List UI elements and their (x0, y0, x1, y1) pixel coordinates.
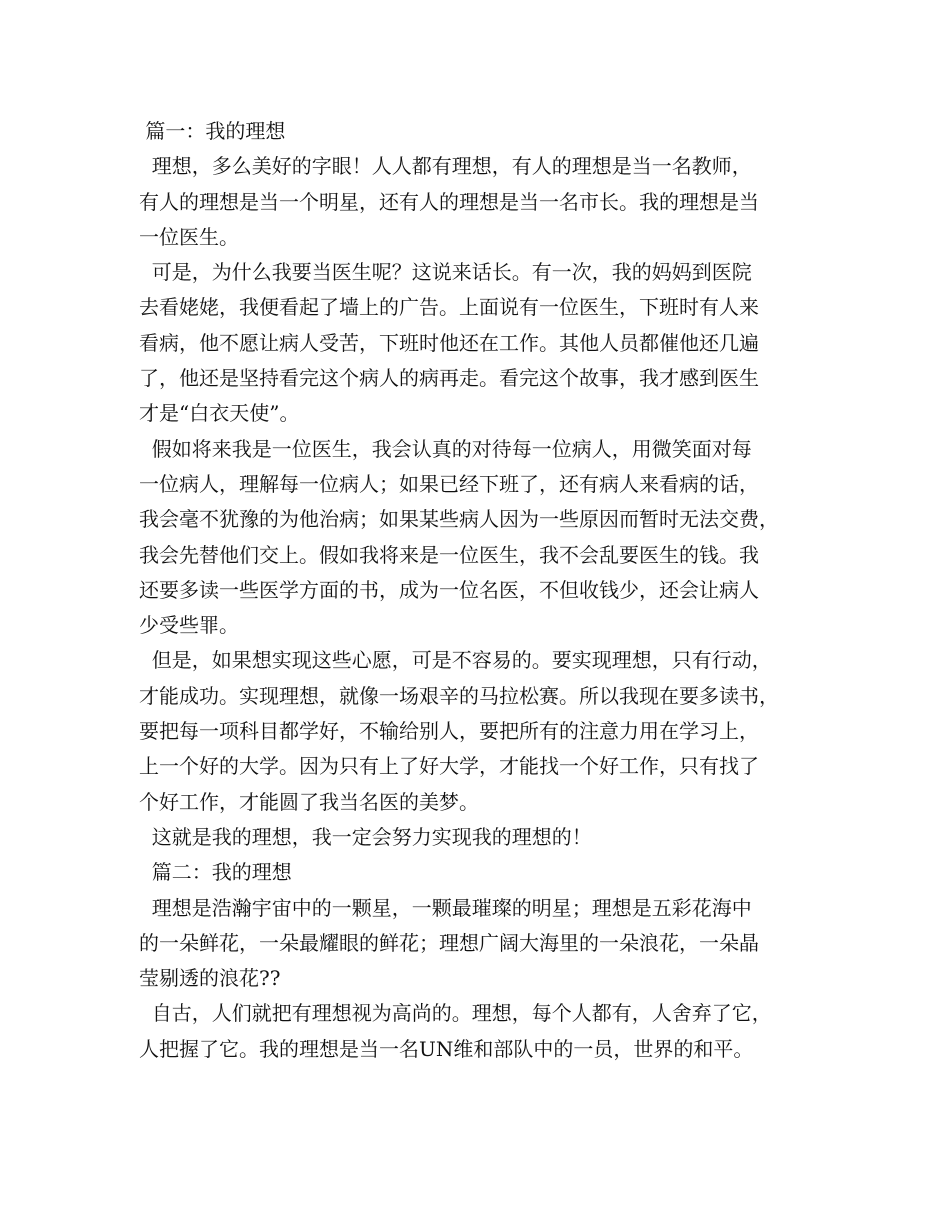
text-line: 少受些罪。 (139, 613, 239, 638)
text-line: 一位医生。 (139, 224, 239, 249)
document-body (139, 114, 839, 1067)
text-line: 个好工作，才能圆了我当名医的美梦。 (139, 789, 479, 814)
text-line: 自古，人们就把有理想视为高尚的。理想，每个人都有，人舍弃了它， (139, 1001, 772, 1026)
heading-part-two: 篇二：我的理想 (139, 860, 292, 885)
text-line: 我会毫不犹豫的为他治病；如果某些病人因为一些原因而暂时无法交费， (139, 507, 779, 532)
text-line: 假如将来我是一位医生，我会认真的对待每一位病人，用微笑面对每 (139, 436, 752, 461)
text-line: 莹剔透的浪花?? (139, 966, 281, 991)
text-line: 我会先替他们交上。假如我将来是一位医生，我不会乱要医生的钱。我 (139, 542, 759, 567)
text-line: 上一个好的大学。因为只有上了好大学，才能找一个好工作，只有找了 (139, 754, 759, 779)
text-line: 但是，如果想实现这些心愿，可是不容易的。要实现理想，只有行动， (139, 648, 772, 673)
text-line: 理想，多么美好的字眼！人人都有理想，有人的理想是当一名教师， (139, 154, 752, 179)
text-line: 还要多读一些医学方面的书，成为一位名医，不但收钱少，还会让病人 (139, 577, 759, 602)
text-line: 要把每一项科目都学好，不输给别人，要把所有的注意力用在学习上， (139, 719, 759, 744)
text-line: 人把握了它。我的理想是当一名UN维和部队中的一员，世界的和平。 (139, 1036, 754, 1061)
text-line: 这就是我的理想，我一定会努力实现我的理想的！ (139, 824, 592, 849)
text-line: 可是，为什么我要当医生呢？这说来话长。有一次，我的妈妈到医院 (139, 260, 752, 285)
text-line: 理想是浩瀚宇宙中的一颗星，一颗最璀璨的明星；理想是五彩花海中 (139, 895, 752, 920)
text-line: 看病，他不愿让病人受苦，下班时他还在工作。其他人员都催他还几遍 (139, 330, 759, 355)
text-line: 去看姥姥，我便看起了墙上的广告。上面说有一位医生，下班时有人来 (139, 295, 759, 320)
text-line: 才是“白衣天使”。 (139, 401, 300, 426)
text-line: 才能成功。实现理想，就像一场艰辛的马拉松赛。所以我现在要多读书， (139, 683, 779, 708)
heading-part-one: 篇一：我的理想 (139, 119, 286, 143)
text-line: 有人的理想是当一个明星，还有人的理想是当一名市长。我的理想是当 (139, 189, 759, 214)
text-line: 一位病人，理解每一位病人；如果已经下班了，还有病人来看病的话， (139, 471, 759, 496)
text-line: 的一朵鲜花，一朵最耀眼的鲜花；理想广阔大海里的一朵浪花，一朵晶 (139, 930, 759, 955)
text-line: 了，他还是坚持看完这个病人的病再走。看完这个故事，我才感到医生 (139, 366, 759, 391)
